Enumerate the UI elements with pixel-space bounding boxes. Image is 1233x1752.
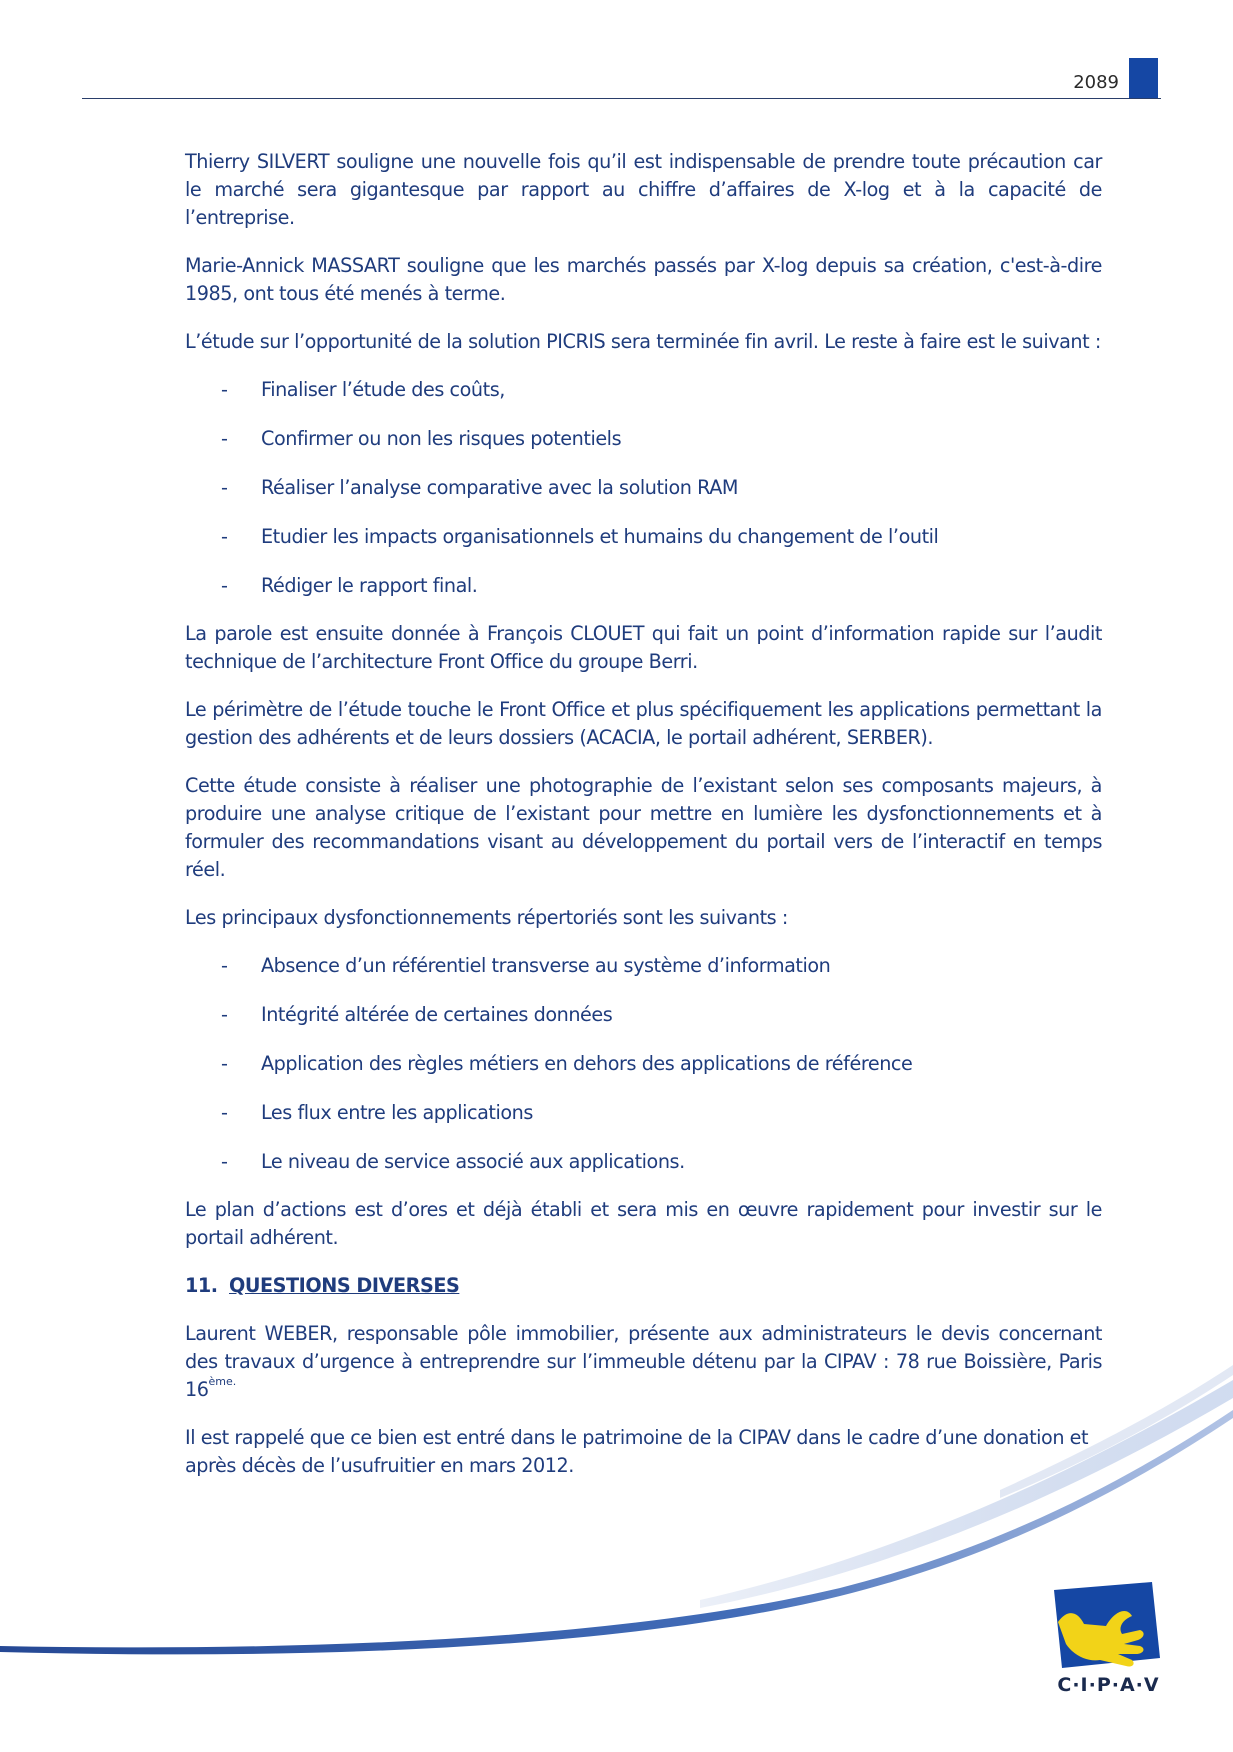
bullet-dash: -	[221, 1052, 228, 1075]
paragraph: Marie-Annick MASSART souligne que les marchés passés par X-log depuis sa création, c'est-à-dire 1985, ont tous été menés à terme.	[185, 254, 1102, 305]
list-item-text: Intégrité altérée de certaines données	[261, 1003, 613, 1026]
list-item-text: Rédiger le rapport final.	[261, 574, 478, 597]
list-item-text: Application des règles métiers en dehors des applications de référence	[261, 1052, 913, 1075]
bullet-dash: -	[221, 476, 228, 499]
paragraph: Le périmètre de l’étude touche le Front Office et plus spécifiquement les applications permettant la gestion des adhérents et de leurs dossiers (ACACIA, le portail adhérent, SERBER).	[185, 698, 1102, 749]
list-item-text: Confirmer ou non les risques potentiels	[261, 427, 622, 450]
bullet-dash: -	[221, 954, 228, 977]
paragraph: L’étude sur l’opportunité de la solution PICRIS sera terminée fin avril. Le reste à faire est le suivant :	[185, 330, 1101, 353]
list-item-text: Les flux entre les applications	[261, 1101, 533, 1124]
list-item-text: Le niveau de service associé aux applications.	[261, 1150, 685, 1173]
paragraph: Thierry SILVERT souligne une nouvelle fois qu’il est indispensable de prendre toute précaution car le marché sera gigantesque par rapport au chiffre d’affaires de X-log et à la capacité de l’entreprise.	[185, 150, 1102, 229]
list-item-text: Etudier les impacts organisationnels et humains du changement de l’outil	[261, 525, 939, 548]
list-item-text: Finaliser l’étude des coûts,	[261, 378, 505, 401]
superscript: ème.	[208, 1375, 237, 1388]
paragraph: La parole est ensuite donnée à François CLOUET qui fait un point d’information rapide sur l’audit technique de l’architecture Front Office du groupe Berri.	[185, 622, 1102, 673]
list-item-text: Absence d’un référentiel transverse au système d’information	[261, 954, 831, 977]
bullet-dash: -	[221, 427, 228, 450]
bullet-dash: -	[221, 1101, 228, 1124]
bullet-dash: -	[221, 378, 228, 401]
paragraph: Il est rappelé que ce bien est entré dans le patrimoine de la CIPAV dans le cadre d’une donation et après décès de l’usufruitier en mars 2012.	[185, 1426, 1089, 1477]
bullet-dash: -	[221, 1003, 228, 1026]
bullet-dash: -	[221, 574, 228, 597]
paragraph: Le plan d’actions est d’ores et déjà établi et sera mis en œuvre rapidement pour investir sur le portail adhérent.	[185, 1198, 1102, 1249]
list-item-text: Réaliser l’analyse comparative avec la solution RAM	[261, 476, 738, 499]
paragraph-text: Laurent WEBER, responsable pôle immobilier, présente aux administrateurs le devis concernant des travaux d’urgence à entreprendre sur l’immeuble détenu par la CIPAV : 78 rue Boissière, Paris 16	[185, 1322, 1102, 1401]
page-number: 2089	[1073, 72, 1119, 93]
paragraph: Les principaux dysfonctionnements répertoriés sont les suivants :	[185, 906, 788, 929]
section-number: 11.	[185, 1274, 218, 1297]
bullet-dash: -	[221, 1150, 228, 1173]
section-title: QUESTIONS DIVERSES	[229, 1274, 460, 1297]
paragraph: Cette étude consiste à réaliser une photographie de l’existant selon ses composants majeurs, à produire une analyse critique de l’existant pour mettre en lumière les dysfonctionnements et à formuler des recommandations visant au développement du portail vers de l’interactif en temps réel.	[185, 774, 1102, 881]
logo-wordmark: C·I·P·A·V	[1057, 1674, 1160, 1696]
bullet-dash: -	[221, 525, 228, 548]
